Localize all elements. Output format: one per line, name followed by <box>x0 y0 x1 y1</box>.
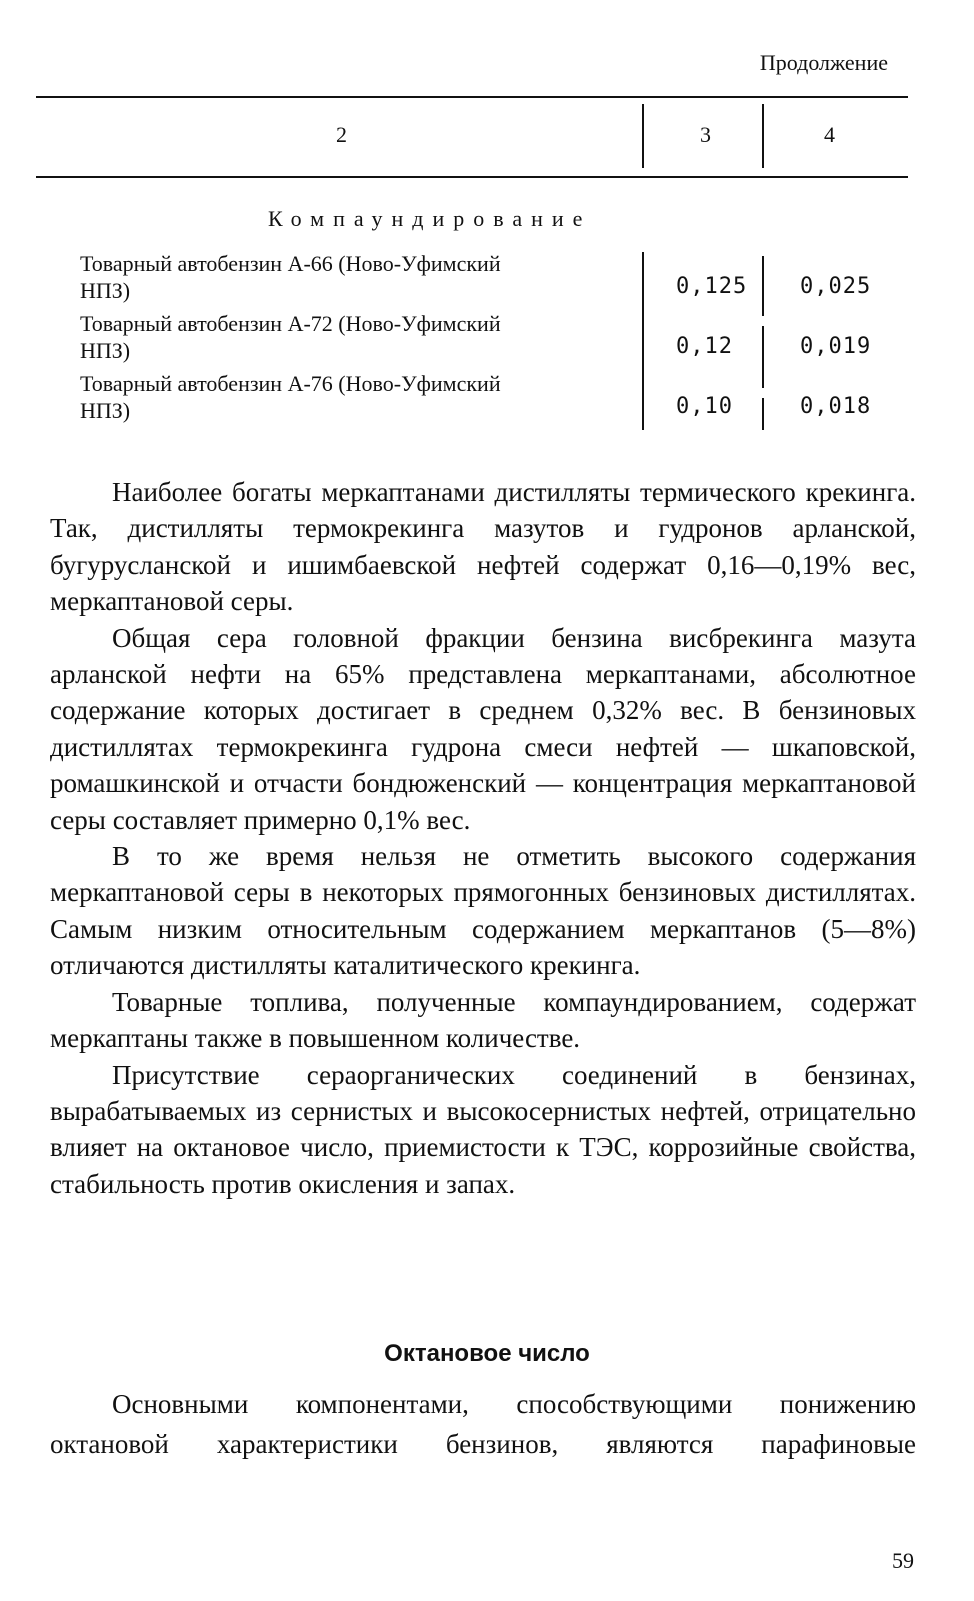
column-divider <box>642 104 644 168</box>
table-row-name <box>80 250 600 304</box>
row-name-line: Товарный автобензин А-72 (Ново-Уфимский <box>80 311 501 336</box>
continuation-label: Продолжение <box>759 50 888 75</box>
table-row-name <box>80 310 600 364</box>
table-section-title: Компаундирование <box>268 206 592 231</box>
row-value-col3: 0,12 <box>676 334 733 359</box>
row-value-col4: 0,025 <box>800 274 872 299</box>
row-name-line: Товарный автобензин А-76 (Ново-Уфимский <box>80 371 501 396</box>
table-top-rule <box>36 96 908 98</box>
section-heading: Октановое число <box>384 1340 590 1367</box>
column-divider <box>642 252 644 430</box>
row-value-col3: 0,10 <box>676 394 733 419</box>
column-header-3: 3 <box>700 122 711 147</box>
row-name-line: НПЗ) <box>80 398 131 423</box>
row-name-line: НПЗ) <box>80 338 131 363</box>
row-name-line: Товарный автобензин А-66 (Ново-Уфимский <box>80 251 501 276</box>
row-name-line: НПЗ) <box>80 278 131 303</box>
paragraph: В то же время нельзя не отметить высокого содержания меркаптановой серы в некоторых прямогонных бензиновых дистиллятах. Самым низким относительным содержанием меркаптанов (5—8%) отличаются дистилляты каталитического крекинга. <box>50 841 916 981</box>
paragraph: Товарные топлива, полученные компаундированием, содержат меркаптаны также в повышенном количестве. <box>50 986 916 1054</box>
column-header-4: 4 <box>824 122 835 147</box>
table-row-name <box>80 370 600 424</box>
paragraph: Присутствие сераорганических соединений в бензинах, вырабатываемых из сернистых и высокосернистых нефтей, отрицательно влияет на октановое число, приемистости к ТЭС, коррозийные свойства, стабильность против окисления и запах. <box>50 1059 916 1199</box>
page-number: 59 <box>892 1548 914 1573</box>
column-divider <box>762 256 764 316</box>
row-value-col4: 0,018 <box>800 394 872 419</box>
body-text <box>50 474 916 1202</box>
column-divider <box>762 398 764 430</box>
column-header-2: 2 <box>336 122 347 147</box>
body-text <box>50 1384 916 1464</box>
row-value-col3: 0,125 <box>676 274 748 299</box>
column-divider <box>762 326 764 388</box>
paragraph: Общая сера головной фракции бензина висбрекинга мазута арланской нефти на 65% представлена меркаптанами, абсолютное содержание которых достигает в среднем 0,32% вес. В бензиновых дистиллятах термокрекинга гудрона смеси нефтей — шкаповской, ромашкинской и отчасти бондюженский — концентрация меркаптановой серы составляет примерно 0,1% вес. <box>50 622 916 835</box>
paragraph: Основными компонентами, способствующими понижению октановой характеристики бензинов, являются парафиновые <box>50 1389 916 1459</box>
column-divider <box>762 104 764 168</box>
paragraph: Наиболее богаты меркаптанами дистилляты термического крекинга. Так, дистилляты термокрекинга мазутов и гудронов арланской, бугурусланской и ишимбаевской нефтей содержат 0,16—0,19% вес, меркаптановой серы. <box>50 477 916 617</box>
row-value-col4: 0,019 <box>800 334 872 359</box>
table-header-rule <box>36 176 908 178</box>
